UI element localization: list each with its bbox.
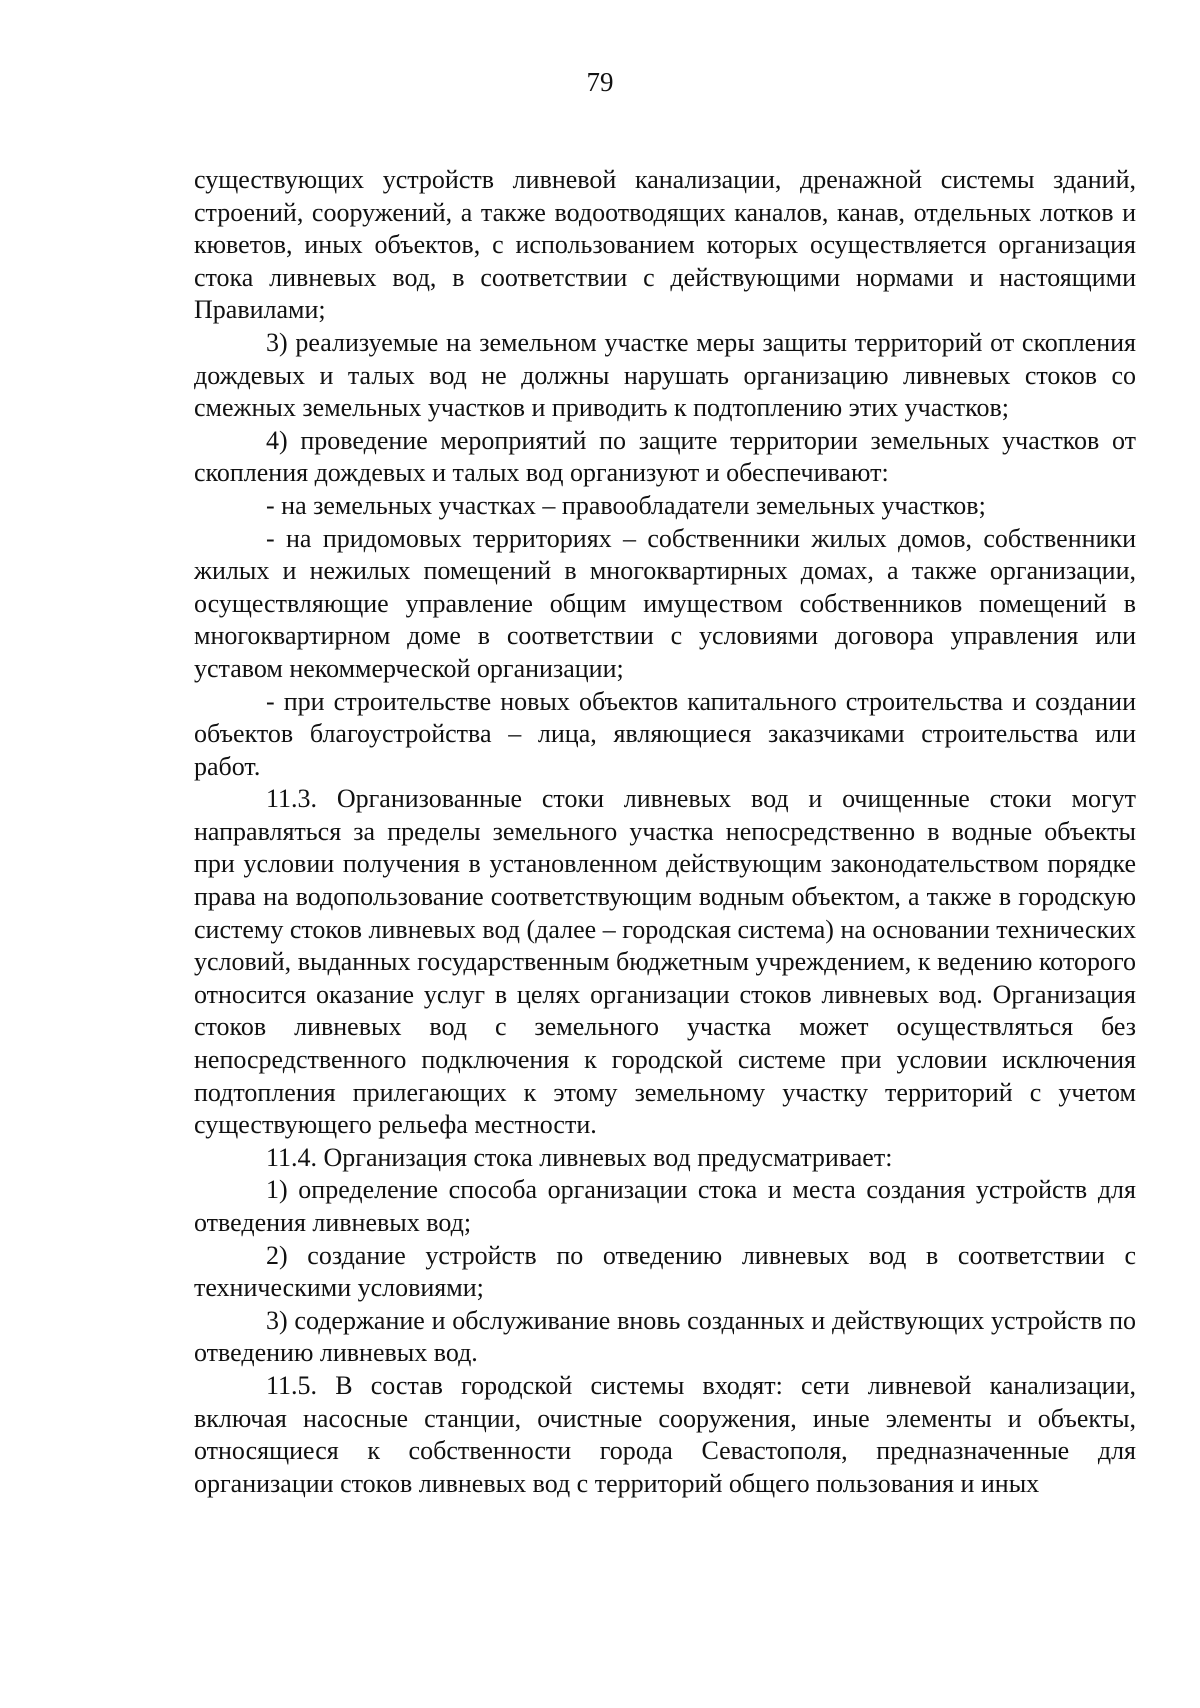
paragraph-item-3-maintenance: 3) содержание и обслуживание вновь созданных и действующих устройств по отведению ливневых вод. <box>194 1305 1136 1368</box>
paragraph-item-3: 3) реализуемые на земельном участке меры защиты территорий от скопления дождевых и талых вод не должны нарушать организацию ливневых стоков со смежных земельных участков и приводить к подтоплению этих участков; <box>194 327 1136 423</box>
document-body <box>194 164 1136 1500</box>
paragraph-section-11-3: 11.3. Организованные стоки ливневых вод и очищенные стоки могут направляться за пределы земельного участка непосредственно в водные объекты при условии получения в установленном действующим законодательством порядке права на водопользование соответствующим водным объектом, а также в городскую систему стоков ливневых вод (далее – городская система) на основании технических условий, выданных государственным бюджетным учреждением, к ведению которого относится оказание услуг в целях организации стоков ливневых вод. Организация стоков ливневых вод с земельного участка может осуществляться без непосредственного подключения к городской системе при условии исключения подтопления прилегающих к этому земельному участку территорий с учетом существующего рельефа местности. <box>194 784 1136 1140</box>
paragraph-bullet-construction: - при строительстве новых объектов капитального строительства и создании объектов благоустройства – лица, являющиеся заказчиками строительства или работ. <box>194 686 1136 781</box>
paragraph-bullet-land-plots: - на земельных участках – правообладатели земельных участков; <box>266 490 986 520</box>
paragraph-item-4: 4) проведение мероприятий по защите территории земельных участков от скопления дождевых и талых вод организуют и обеспечивают: <box>194 425 1136 488</box>
page-number: 79 <box>586 67 614 97</box>
paragraph-section-11-4: 11.4. Организация стока ливневых вод предусматривает: <box>266 1142 893 1172</box>
paragraph-continuation: существующих устройств ливневой канализации, дренажной системы зданий, строений, сооружений, а также водоотводящих каналов, канав, отдельных лотков и кюветов, иных объектов, с использованием которых осуществляется организация стока ливневых вод, в соответствии с действующими нормами и настоящими Правилами; <box>194 165 1136 325</box>
paragraph-bullet-adjacent-territories: - на придомовых территориях – собственники жилых домов, собственники жилых и нежилых помещений в многоквартирных домах, а также организации, осуществляющие управление общим имуществом собственников помещений в многоквартирном доме в соответствии с условиями договора управления или уставом некоммерческой организации; <box>194 523 1136 683</box>
paragraph-item-1: 1) определение способа организации стока и места создания устройств для отведения ливневых вод; <box>194 1175 1136 1237</box>
paragraph-section-11-5: 11.5. В состав городской системы входят: сети ливневой канализации, включая насосные станции, очистные сооружения, иные элементы и объекты, относящиеся к собственности города Севастополя, предназначенные для организации стоков ливневых вод с территорий общего пользования и иных <box>194 1370 1136 1498</box>
paragraph-item-2: 2) создание устройств по отведению ливневых вод в соответствии с техническими условиями; <box>194 1240 1136 1303</box>
